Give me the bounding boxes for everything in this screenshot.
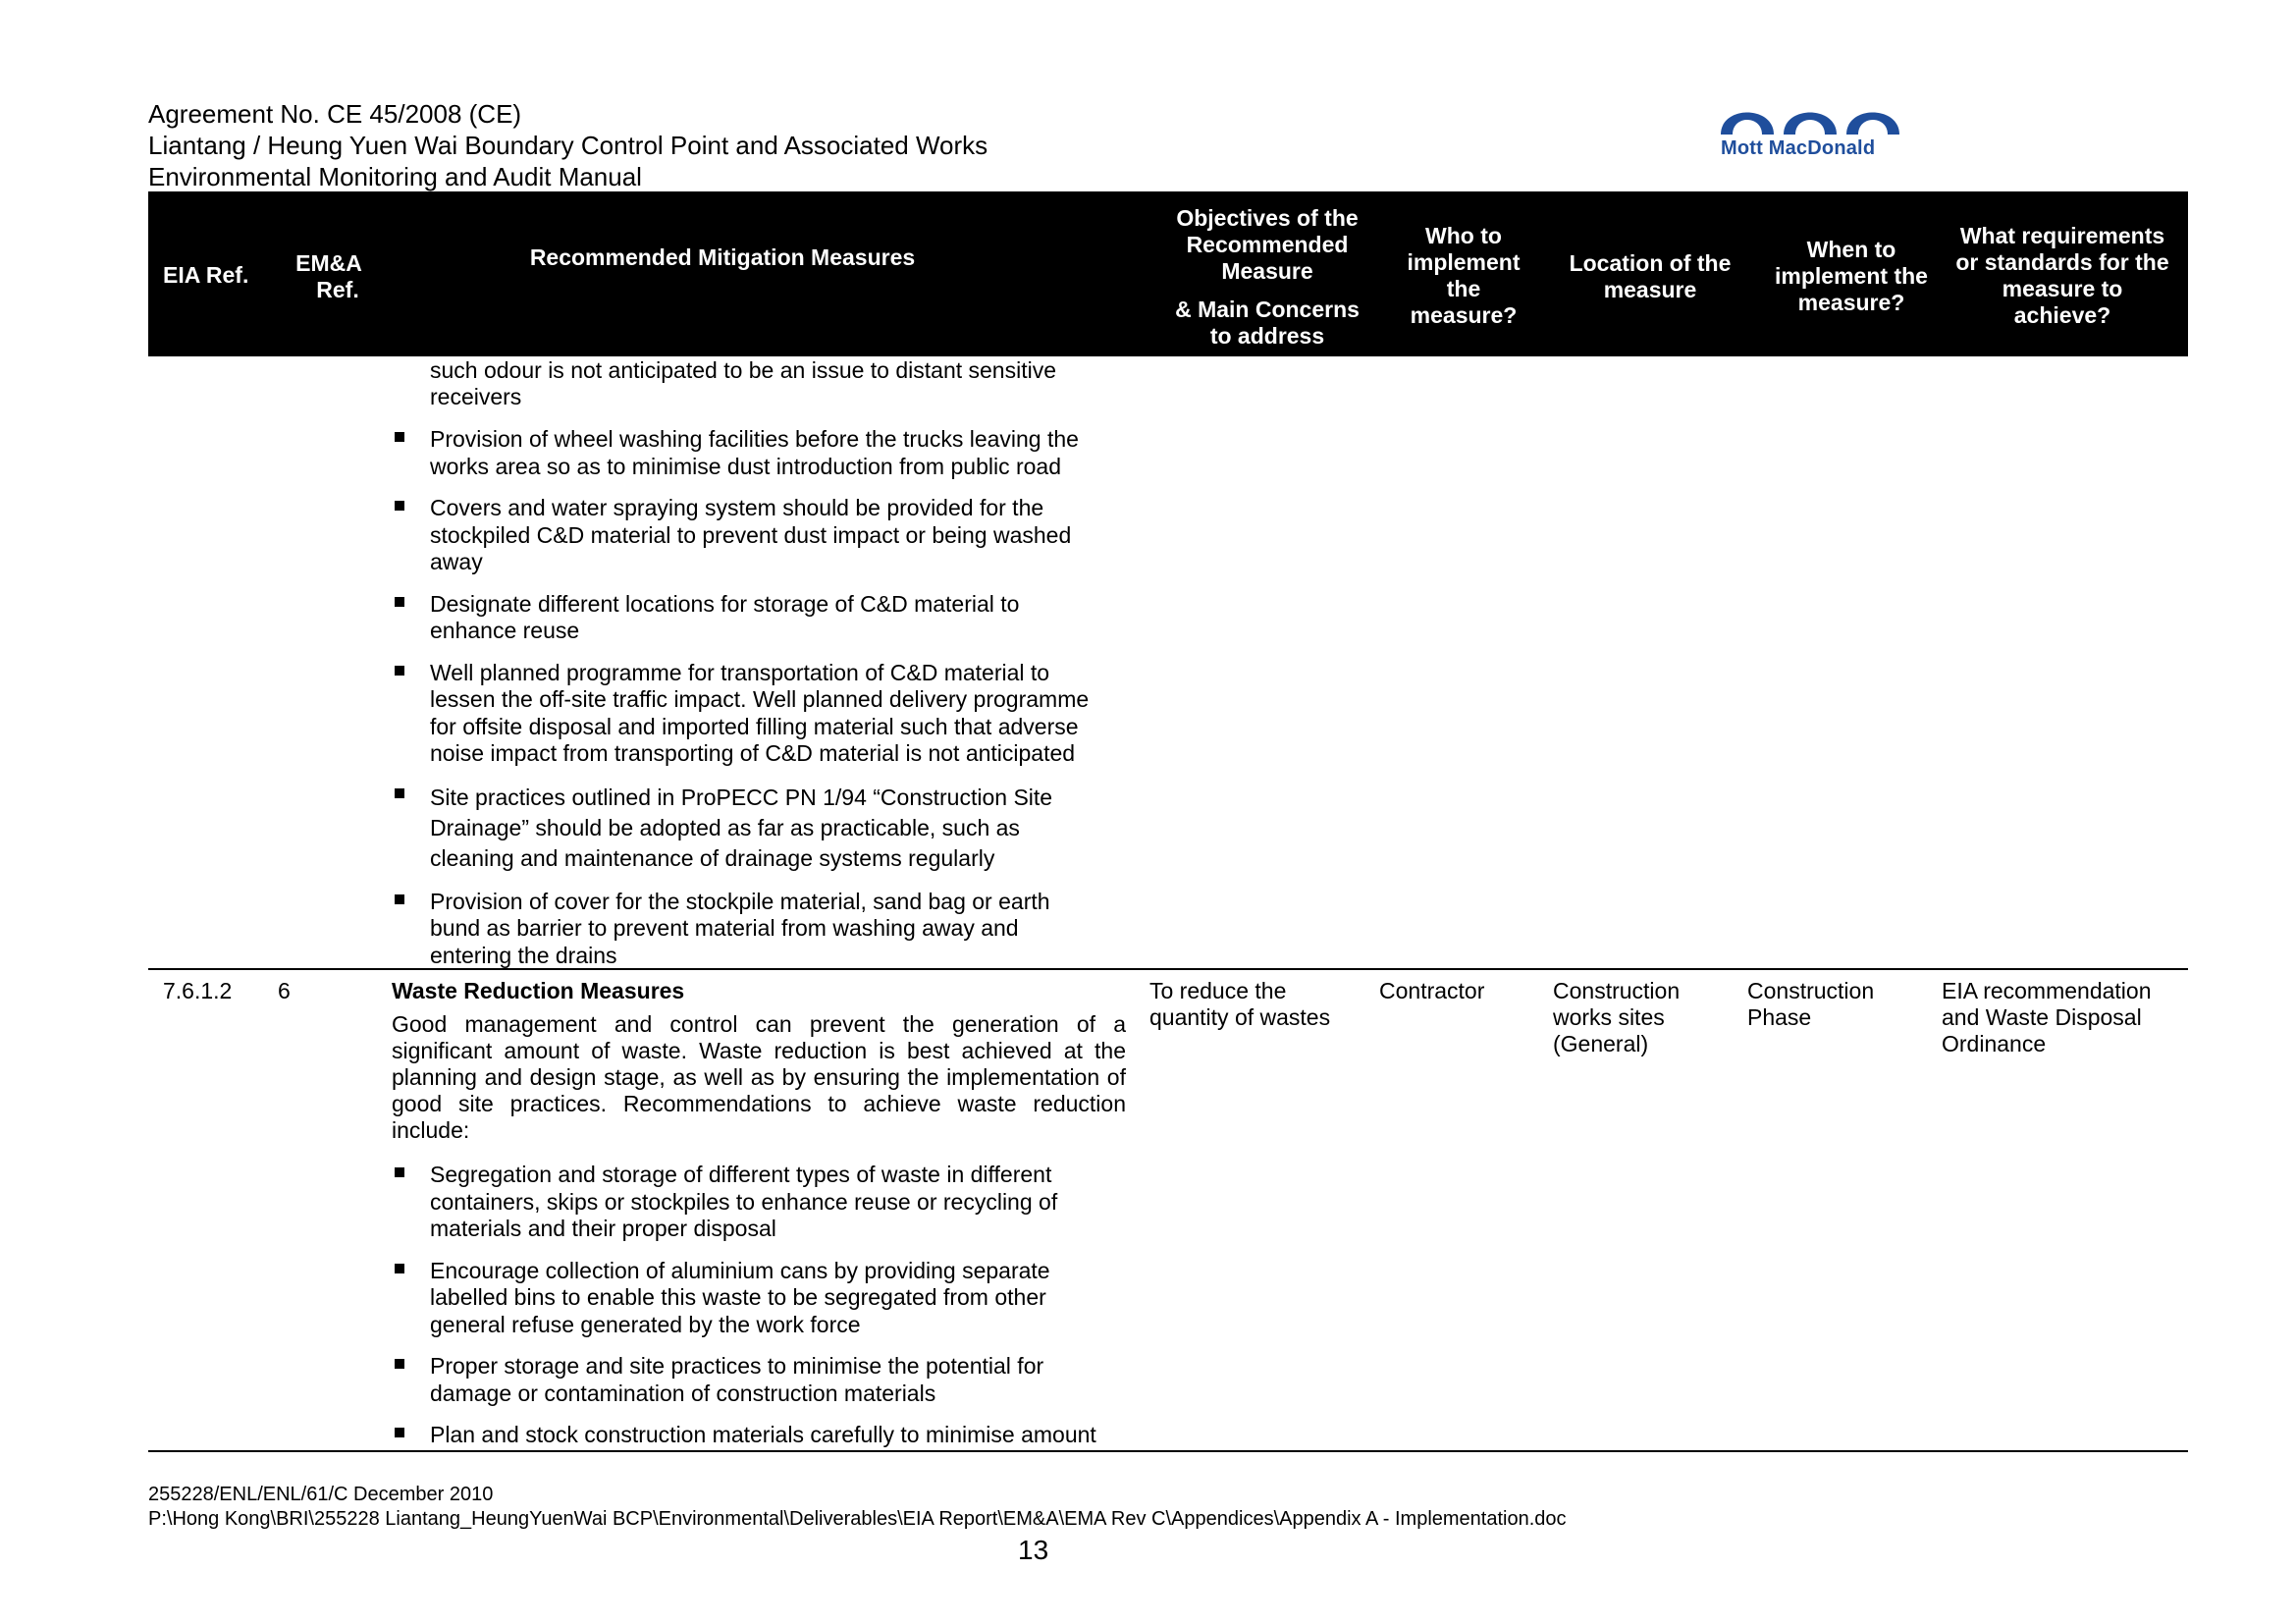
col-requirements: What requirements or standards for the measure to achieve? bbox=[1955, 223, 2169, 328]
continuation-lead: such odour is not anticipated to be an issue to distant sensitive receivers bbox=[430, 357, 1057, 409]
list-item: Segregation and storage of different types of waste in different containers, skips or stockpiles to enhance reuse or recycling of materials and their proper disposal bbox=[392, 1162, 1138, 1243]
document-footer bbox=[148, 1483, 1567, 1532]
list-item: Covers and water spraying system should be provided for the stockpiled C&D material to prevent dust impact or being washed away bbox=[392, 495, 1138, 576]
row-divider bbox=[148, 968, 2188, 970]
bullet-square-icon bbox=[395, 501, 404, 511]
row-when: Construction Phase bbox=[1747, 978, 1875, 1030]
table-bottom-rule bbox=[148, 1450, 2188, 1452]
continuation-bullet-list bbox=[392, 426, 1138, 984]
bullet-square-icon bbox=[395, 432, 404, 442]
row-location: Construction works sites (General) bbox=[1553, 978, 1681, 1056]
col-measures: Recommended Mitigation Measures bbox=[529, 244, 916, 270]
list-item: Proper storage and site practices to minimise the potential for damage or contamination of construction materials bbox=[392, 1353, 1138, 1407]
bullet-square-icon bbox=[395, 1359, 404, 1369]
list-item: Designate different locations for storage of C&D material to enhance reuse bbox=[392, 591, 1138, 645]
list-item: Provision of cover for the stockpile material, sand bag or earth bund as barrier to prevent material from washing away and entering the drains bbox=[392, 889, 1138, 970]
waste-bullet-list bbox=[392, 1162, 1138, 1464]
row-ema-ref: 6 bbox=[278, 978, 291, 1003]
list-item: Site practices outlined in ProPECC PN 1/94 “Construction Site Drainage” should be adopted as far as practicable, such as cleaning and maintenance of drainage systems regularly bbox=[392, 783, 1138, 874]
bullet-square-icon bbox=[395, 666, 404, 676]
table-header bbox=[148, 191, 2188, 356]
col-eia-ref: EIA Ref. bbox=[163, 262, 249, 288]
manual-line: Environmental Monitoring and Audit Manual bbox=[148, 162, 642, 191]
document-header bbox=[148, 98, 988, 192]
row-objective: To reduce the quantity of wastes bbox=[1149, 978, 1331, 1030]
bullet-square-icon bbox=[395, 788, 404, 798]
row-who: Contractor bbox=[1379, 978, 1485, 1003]
row-title: Waste Reduction Measures bbox=[392, 978, 685, 1003]
col-location: Location of the measure bbox=[1569, 250, 1732, 302]
bullet-square-icon bbox=[395, 1264, 404, 1273]
row-eia-ref: 7.6.1.2 bbox=[163, 978, 233, 1003]
bullet-square-icon bbox=[395, 894, 404, 904]
row-intro: Good management and control can prevent the generation of a significant amount of waste. Waste reduction is best achieved at the planning and design stage, as well as by ensuring the implementation of good site practices. Recommendations to achieve waste reduction include: bbox=[392, 1011, 1126, 1143]
row-requirements: EIA recommendation and Waste Disposal Ordinance bbox=[1942, 978, 2152, 1056]
bullet-square-icon bbox=[395, 1167, 404, 1177]
list-item: Encourage collection of aluminium cans by providing separate labelled bins to enable this waste to be segregated from other general refuse generated by the work force bbox=[392, 1258, 1138, 1339]
project-line: Liantang / Heung Yuen Wai Boundary Control Point and Associated Works bbox=[148, 131, 988, 160]
agreement-line: Agreement No. CE 45/2008 (CE) bbox=[148, 99, 522, 129]
list-item: Plan and stock construction materials carefully to minimise amount bbox=[392, 1422, 1138, 1449]
col-objectives: Objectives of the Recommended Measure & Main Concerns to address bbox=[1175, 205, 1360, 349]
list-item: Well planned programme for transportation of C&D material to lessen the off-site traffic impact. Well planned delivery programme for offsite disposal and imported filling material such that adverse noise impact from transporting of C&D material is not anticipated bbox=[392, 660, 1138, 768]
bullet-square-icon bbox=[395, 1428, 404, 1437]
col-who: Who to implement the measure? bbox=[1407, 223, 1521, 328]
footer-reference: 255228/ENL/ENL/61/C December 2010 bbox=[148, 1484, 494, 1505]
footer-file-path: P:\Hong Kong\BRI\255228 Liantang_HeungYuenWai BCP\Environmental\Deliverables\EIA Report\EM&A\EMA Rev C\Appendices\Appendix A - Implementation.doc bbox=[148, 1508, 1567, 1530]
logo-text: Mott MacDonald bbox=[1721, 137, 1876, 159]
col-ema-ref: EM&A Ref. bbox=[295, 250, 362, 302]
list-item: Provision of wheel washing facilities before the trucks leaving the works area so as to minimise dust introduction from public road bbox=[392, 426, 1138, 480]
bullet-square-icon bbox=[395, 597, 404, 607]
col-when: When to implement the measure? bbox=[1775, 237, 1928, 315]
page-number: 13 bbox=[1018, 1535, 1049, 1565]
